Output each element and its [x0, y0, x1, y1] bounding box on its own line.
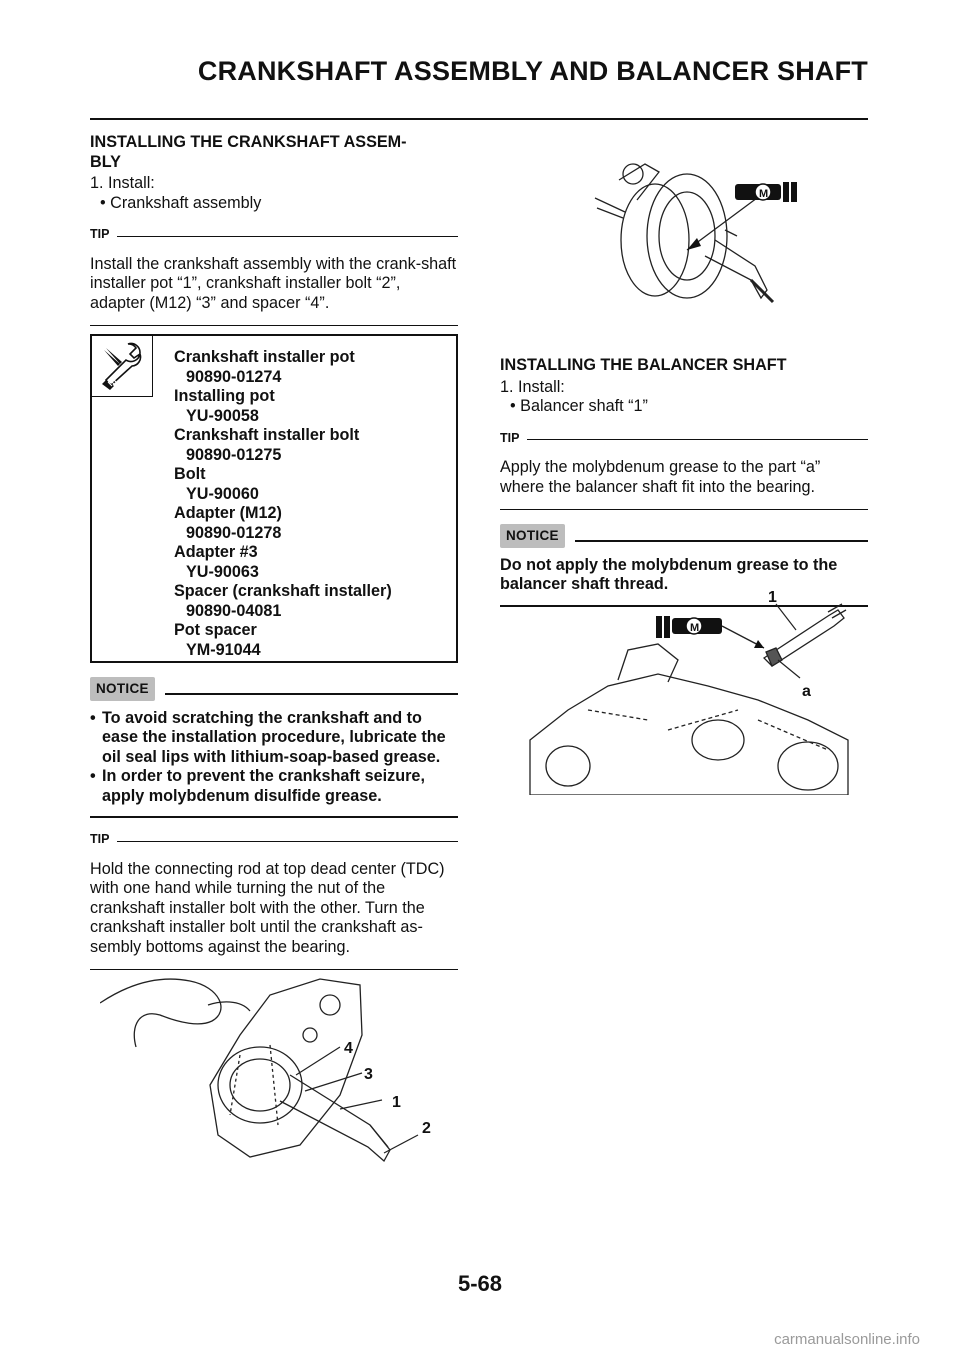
notice-list — [90, 709, 458, 807]
leader-a-right — [778, 660, 800, 678]
tool-name: Spacer (crankshaft installer) — [174, 582, 392, 600]
callout-2: 2 — [422, 1120, 431, 1137]
special-tools-list — [174, 348, 392, 660]
tool-number: YU-90063 — [186, 562, 259, 581]
leader-4 — [296, 1047, 340, 1075]
tool-name: Crankshaft installer pot — [174, 348, 355, 366]
callout-1: 1 — [768, 590, 777, 606]
tool-number: YM-91044 — [186, 640, 261, 659]
moly-grease-symbol-2 — [656, 616, 764, 648]
notice-item — [90, 767, 458, 806]
tool-number: 90890-01274 — [186, 367, 282, 386]
tool-number: YU-90058 — [186, 406, 259, 425]
tool-name: Adapter (M12) — [174, 504, 282, 522]
tool-name: Installing pot — [174, 387, 275, 405]
tip-header — [90, 225, 458, 245]
step-item: • Crankshaft assembly — [100, 193, 262, 212]
step-install-right: 1. Install: — [500, 377, 565, 396]
tip-label: TIP — [90, 227, 110, 241]
special-tool-cell — [92, 336, 153, 397]
callout-4: 4 — [344, 1040, 353, 1057]
grease-mark: M — [759, 188, 769, 200]
leader-1 — [340, 1100, 382, 1109]
tip-text-right: Apply the molybdenum grease to the part “a” where the balancer shaft fit into the bearing. — [500, 458, 821, 496]
leader-3 — [305, 1073, 362, 1091]
tool-number: 90890-01278 — [186, 523, 282, 542]
tip-end-rule-right — [500, 509, 868, 510]
watermark: carmanualsonline.info — [774, 1331, 920, 1348]
special-tools-box — [90, 334, 458, 663]
tool-name: Crankshaft installer bolt — [174, 426, 360, 444]
tool-number: 90890-01275 — [186, 445, 282, 464]
tool-name: Adapter #3 — [174, 543, 258, 561]
tool-name: Bolt — [174, 465, 206, 483]
title-rule — [90, 118, 868, 120]
notice-item-text: In order to prevent the crankshaft seizure, apply molybdenum disulfide grease. — [102, 767, 425, 805]
page-title: CRANKSHAFT ASSEMBLY AND BALANCER SHAFT — [197, 56, 868, 86]
section-heading-crankshaft: INSTALLING THE CRANKSHAFT ASSEM- BLY — [90, 133, 407, 171]
tip-text-2: Hold the connecting rod at top dead center (TDC) with one hand while turning the nut of the crankshaft installer bolt with the other. Turn the crankshaft installer bolt until the crankshaft as-sembly bottoms against the bearing. — [90, 859, 445, 956]
section-heading-balancer: INSTALLING THE BALANCER SHAFT — [500, 356, 787, 374]
bullet: • — [90, 708, 96, 727]
moly-grease-symbol — [735, 182, 797, 202]
notice-text-right: Do not apply the molybdenum grease to the balancer shaft thread. — [500, 555, 838, 593]
notice-item — [90, 709, 458, 768]
notice-header-left — [90, 677, 458, 701]
crankshaft-installation-illustration — [100, 975, 460, 1190]
left-column — [90, 133, 458, 970]
special-tool-icon — [92, 336, 152, 396]
notice-item-text: To avoid scratching the crankshaft and to ease the installation procedure, lubricate the oil seal lips with lithium-soap-based grease. — [102, 708, 446, 766]
right-column — [500, 356, 868, 607]
tip-label: TIP — [500, 430, 520, 445]
tool-name: Pot spacer — [174, 621, 257, 639]
leader-2 — [384, 1135, 418, 1153]
tip-header-right — [500, 429, 868, 449]
tip-label: TIP — [90, 832, 110, 846]
tip-end-rule — [90, 325, 458, 326]
tool-number: 90890-04081 — [186, 601, 282, 620]
page-number: 5-68 — [457, 1271, 503, 1296]
bullet: • — [90, 767, 96, 785]
tool-number: YU-90060 — [186, 484, 259, 503]
callout-1: 1 — [392, 1094, 401, 1111]
callout-a: a — [802, 683, 811, 700]
grease-mark: M — [690, 622, 700, 634]
step-install: 1. Install: — [90, 174, 155, 192]
tip-text: Install the crankshaft assembly with the crank-shaft installer pot “1”, crankshaft installer bolt “2”, adapter (M12) “3” and spacer “4”. — [90, 254, 457, 312]
tip-end-rule-2 — [90, 969, 458, 970]
step-item-right: • Balancer shaft “1” — [510, 397, 648, 415]
notice-badge: NOTICE — [500, 524, 565, 548]
tip-header-2 — [90, 830, 458, 850]
notice-end-rule — [90, 816, 458, 818]
callout-3: 3 — [364, 1066, 373, 1083]
notice-header-right — [500, 524, 868, 548]
notice-badge: NOTICE — [90, 677, 155, 701]
leader-1-right — [776, 604, 796, 630]
crankshaft-assembly-illustration — [575, 160, 815, 315]
balancer-shaft-illustration — [528, 590, 858, 795]
